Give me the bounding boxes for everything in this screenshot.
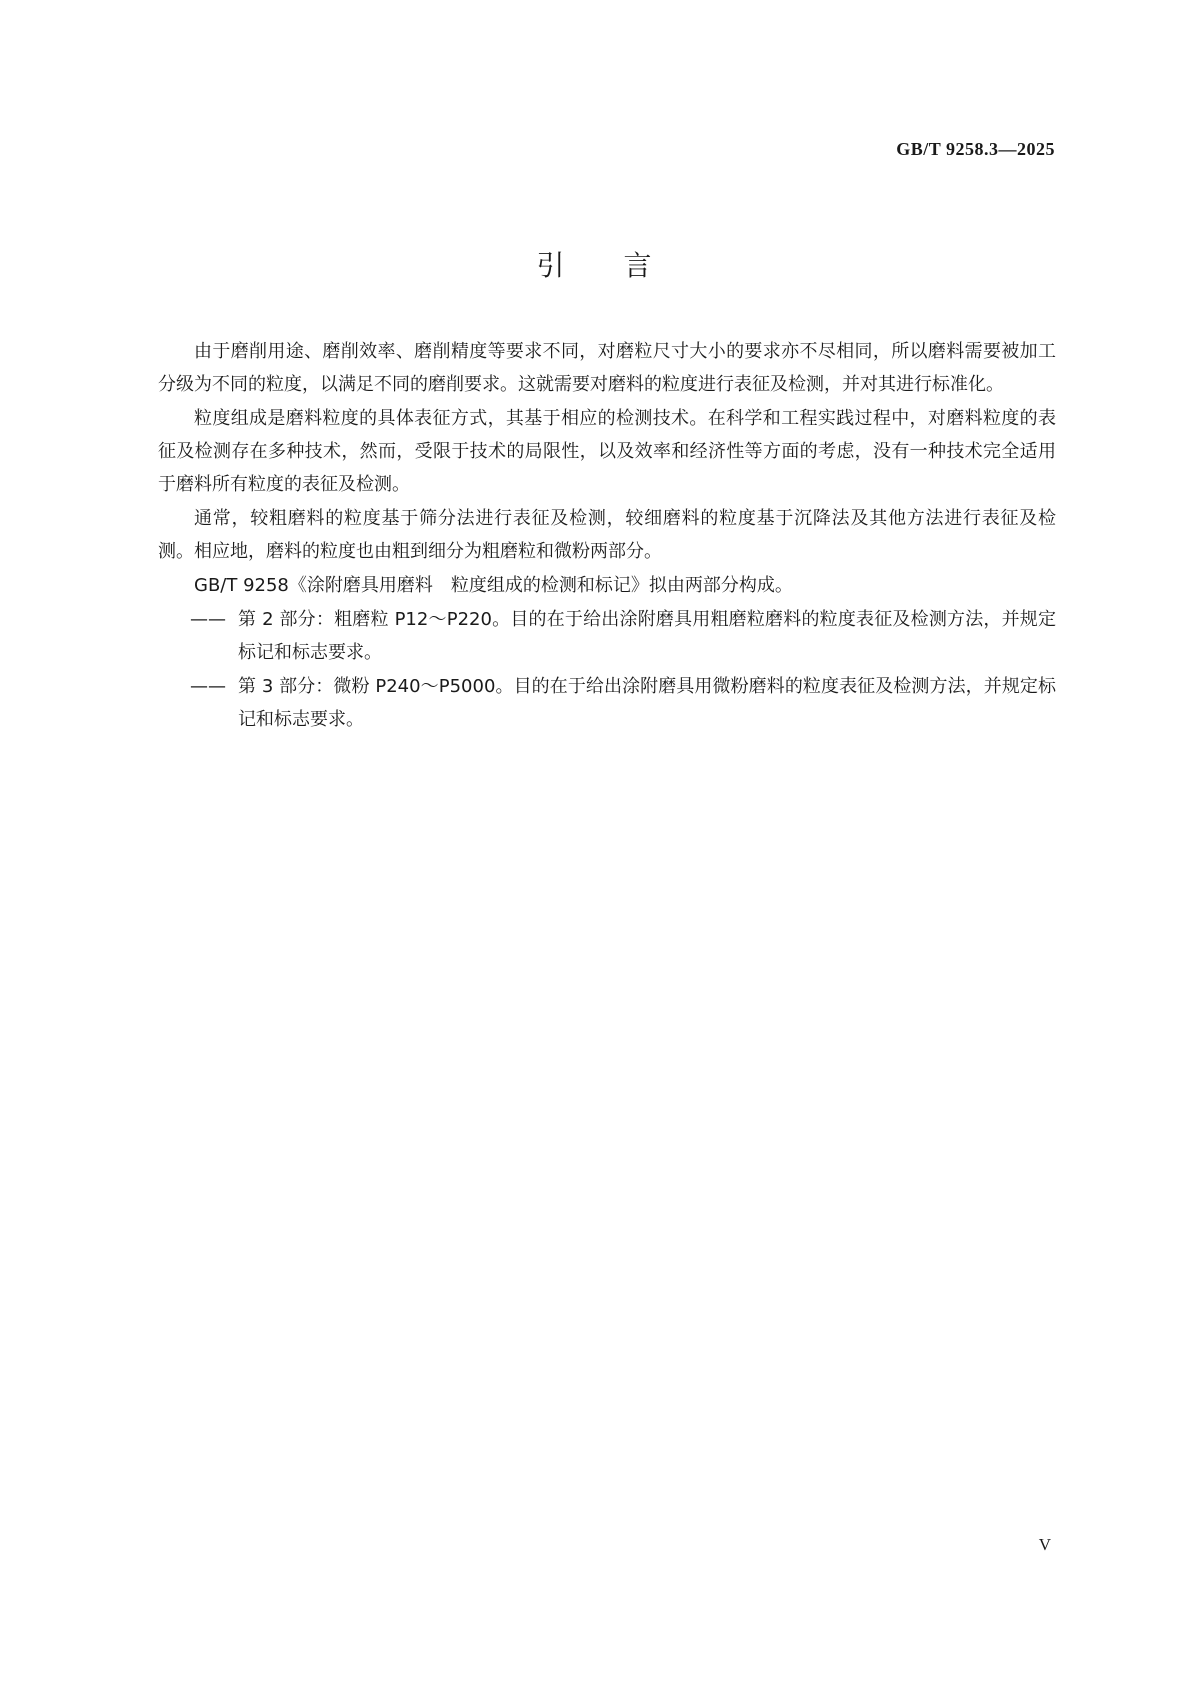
page-title (0, 244, 1191, 284)
paragraph-composition: 粒度组成是磨料粒度的具体表征方式，其基于相应的检测技术。在科学和工程实践过程中，对磨料粒度的表征及检测存在多种技术，然而，受限于技术的局限性，以及效率和经济性等方面的考虑，没有一种技术完全适用于磨料所有粒度的表征及检测。 (158, 408, 1056, 495)
list-item-text: 第 3 部分：微粉 P240～P5000。目的在于给出涂附磨具用微粉磨料的粒度表征及检测方法，并规定标记和标志要求。 (238, 676, 1056, 730)
paragraph-purpose: 由于磨削用途、磨削效率、磨削精度等要求不同，对磨粒尺寸大小的要求亦不尽相同，所以磨料需要被加工分级为不同的粒度，以满足不同的磨削要求。这就需要对磨料的粒度进行表征及检测，并对其进行标准化。 (158, 341, 1056, 395)
introduction-body (158, 335, 1056, 737)
list-item-part-3 (158, 670, 1056, 736)
title-char-1: 引 (536, 249, 568, 282)
paragraph-structure: GB/T 9258《涂附磨具用磨料 粒度组成的检测和标记》拟由两部分构成。 (194, 575, 793, 596)
page-number: V (1038, 1535, 1051, 1554)
paragraph-methods: 通常，较粗磨料的粒度基于筛分法进行表征及检测，较细磨料的粒度基于沉降法及其他方法进行表征及检测。相应地，磨料的粒度也由粗到细分为粗磨粒和微粉两部分。 (158, 508, 1056, 562)
list-item-text: 第 2 部分：粗磨粒 P12～P220。目的在于给出涂附磨具用粗磨粒磨料的粒度表征及检测方法，并规定标记和标志要求。 (238, 609, 1056, 663)
standard-number: GB/T 9258.3—2025 (896, 139, 1055, 159)
list-dash: —— (190, 676, 226, 697)
list-dash: —— (190, 609, 226, 630)
list-item-part-2 (158, 603, 1056, 669)
title-char-2: 言 (623, 249, 655, 282)
